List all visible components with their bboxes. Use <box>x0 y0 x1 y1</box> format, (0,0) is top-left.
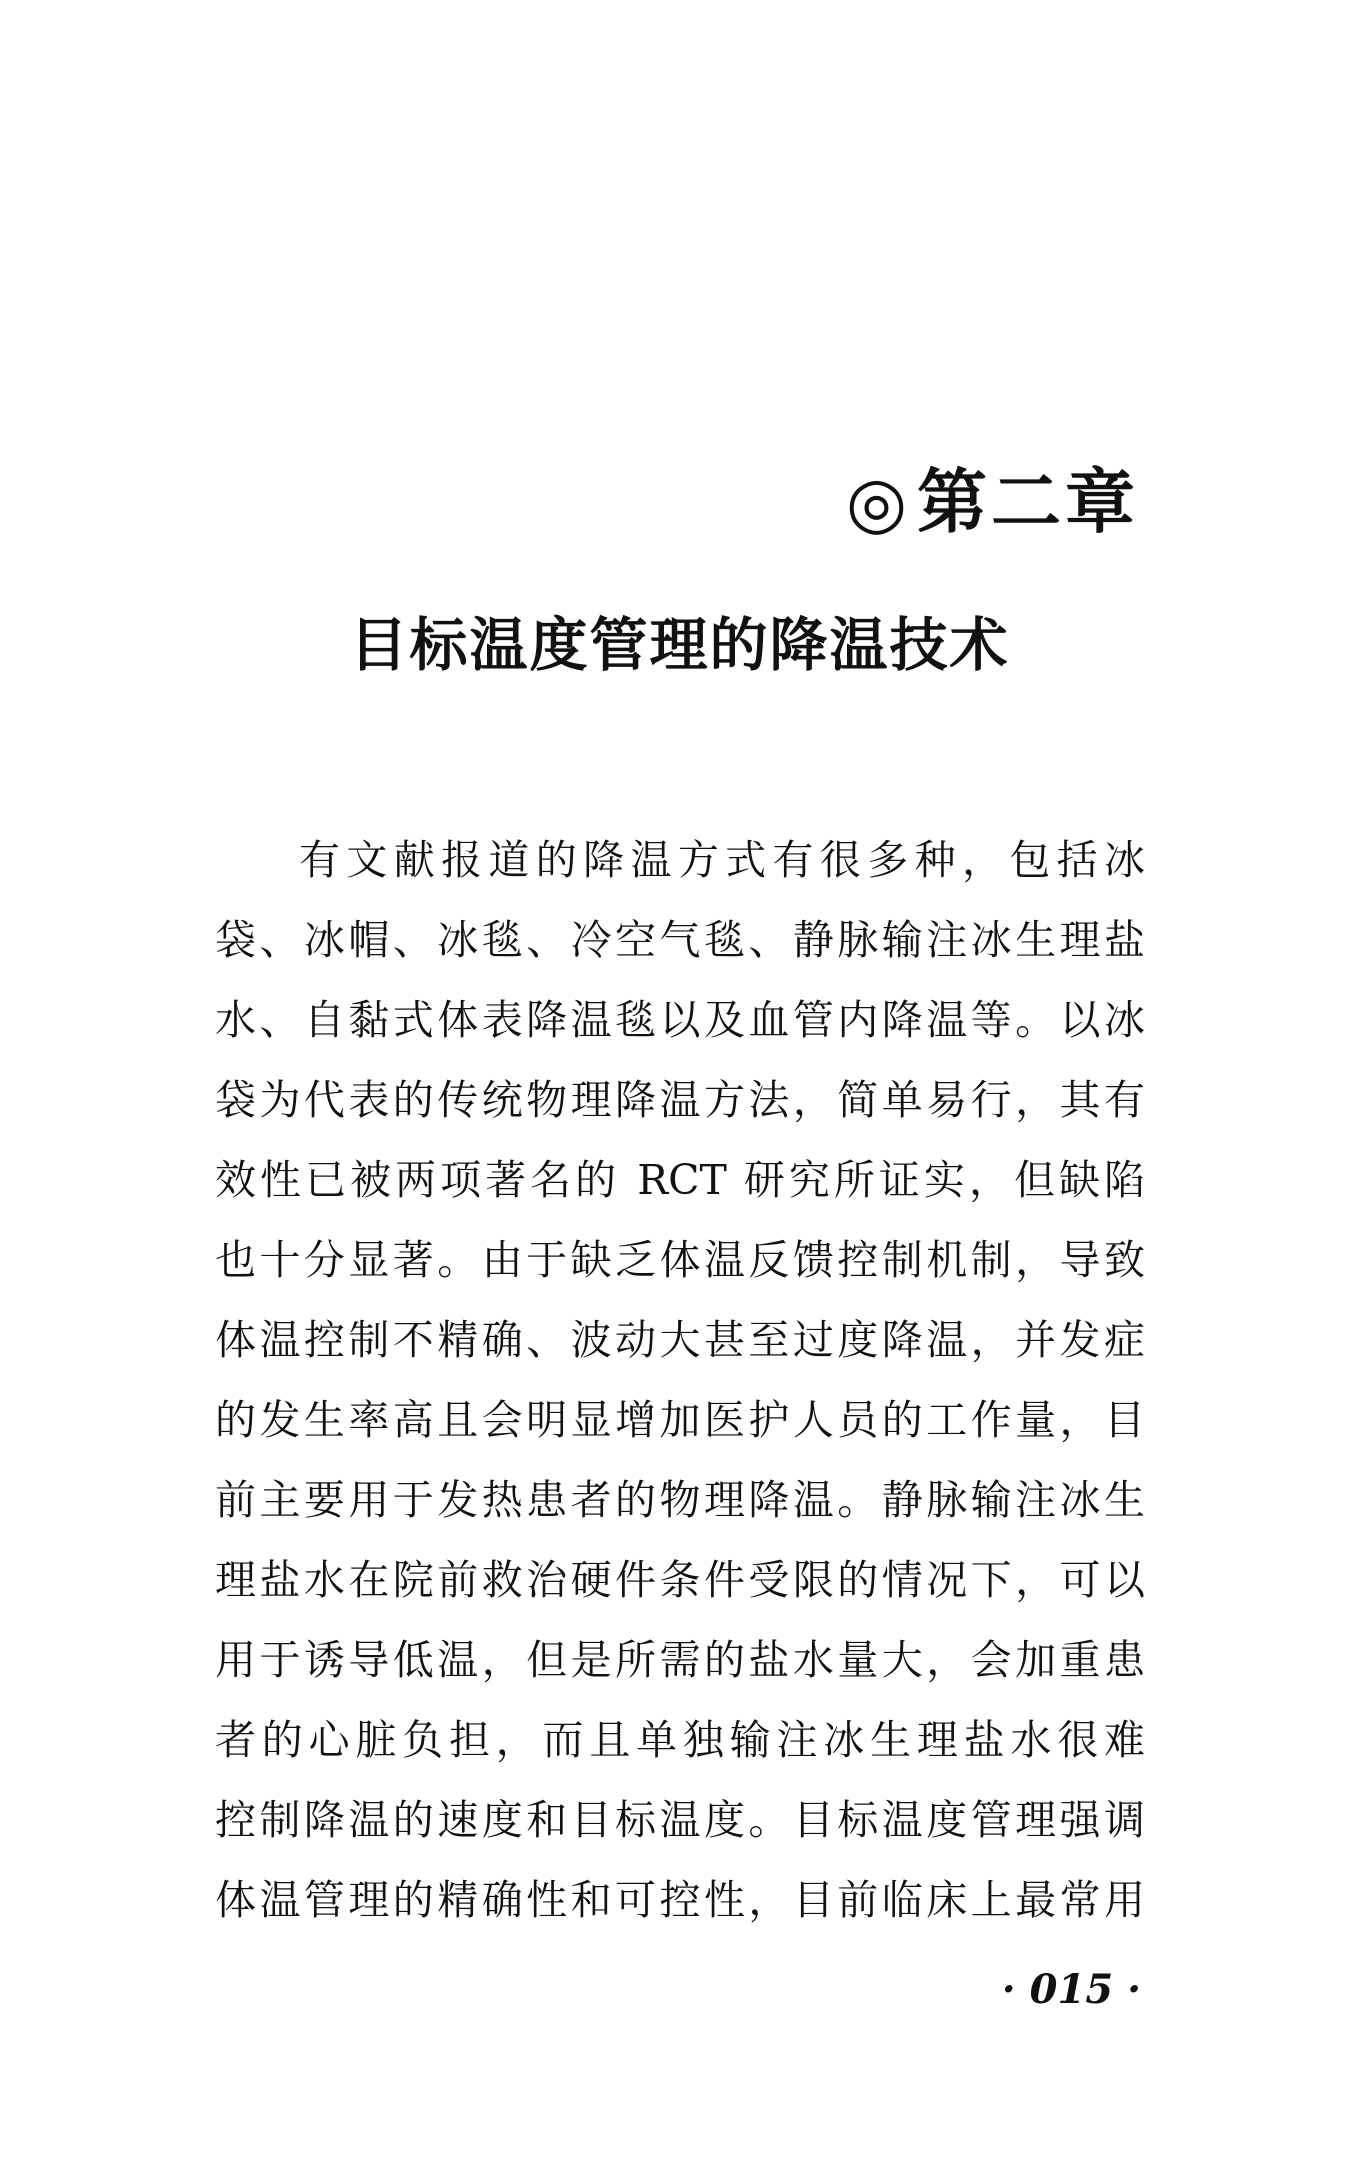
chapter-label: 第二章 <box>917 460 1139 543</box>
text-line: 袋为代表的传统物理降温方法，简单易行，其有 <box>215 1076 1145 1124</box>
text-line: 袋、冰帽、冰毯、冷空气毯、静脉输注冰生理盐 <box>215 916 1145 964</box>
text-line: 前主要用于发热患者的物理降温。静脉输注冰生 <box>215 1476 1145 1524</box>
text-line: 用于诱导低温，但是所需的盐水量大，会加重患 <box>215 1636 1145 1684</box>
text-line: 理盐水在院前救治硬件条件受限的情况下，可以 <box>215 1556 1145 1604</box>
text-line: 效性已被两项著名的 RCT 研究所证实，但缺陷 <box>215 1156 1145 1204</box>
text-line: 有文献报道的降温方式有很多种，包括冰 <box>299 836 1145 884</box>
body-paragraph <box>215 820 1145 1940</box>
text-line: 体温控制不精确、波动大甚至过度降温，并发症 <box>215 1316 1145 1364</box>
chapter-heading <box>846 462 1139 542</box>
text-line: 也十分显著。由于缺乏体温反馈控制机制，导致 <box>215 1236 1145 1284</box>
text-line: 控制降温的速度和目标温度。目标温度管理强调 <box>215 1796 1145 1844</box>
page-number: · 015 · <box>1001 1966 1141 2013</box>
section-title: 目标温度管理的降温技术 <box>349 611 1010 679</box>
text-line: 水、自黏式体表降温毯以及血管内降温等。以冰 <box>215 996 1145 1044</box>
chapter-mark-icon: ◎ <box>845 461 911 543</box>
text-line: 的发生率高且会明显增加医护人员的工作量，目 <box>215 1396 1145 1444</box>
text-line: 体温管理的精确性和可控性，目前临床上最常用 <box>215 1876 1145 1924</box>
text-line: 者的心脏负担，而且单独输注冰生理盐水很难 <box>215 1716 1145 1764</box>
